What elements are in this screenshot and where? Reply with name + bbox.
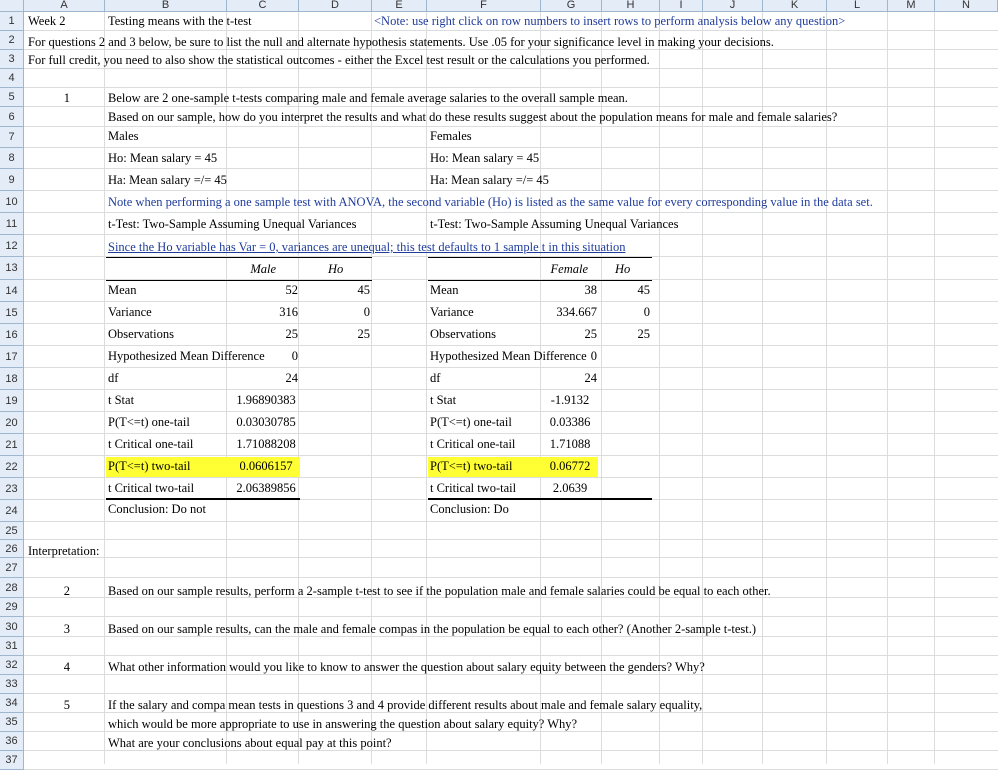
female-header-bottom-border xyxy=(428,280,652,281)
row-header-12[interactable]: 12 xyxy=(0,235,24,257)
male-stat-value[interactable]: 1.71088208 xyxy=(236,437,296,451)
male-stat-ho-value[interactable]: 25 xyxy=(357,327,370,341)
cell-b8[interactable]: Ho: Mean salary = 45 xyxy=(108,151,218,165)
gridline-row xyxy=(24,655,998,656)
row-header-31[interactable]: 31 xyxy=(0,637,24,656)
cell-b7[interactable]: Males xyxy=(108,129,139,143)
male-stat-label[interactable]: t Stat xyxy=(108,393,135,407)
gridline-row xyxy=(24,389,998,390)
female-stat-value[interactable]: 2.0639 xyxy=(552,481,588,495)
column-header-b[interactable]: B xyxy=(105,0,227,12)
cell-b9[interactable]: Ha: Mean salary =/= 45 xyxy=(108,173,227,187)
row-header-28[interactable]: 28 xyxy=(0,578,24,598)
column-header-f[interactable]: F xyxy=(427,0,541,12)
gridline-row xyxy=(24,367,998,368)
row-header-33[interactable]: 33 xyxy=(0,675,24,694)
column-header-n[interactable]: N xyxy=(935,0,998,12)
row-header-34[interactable]: 34 xyxy=(0,694,24,713)
female-stat-label[interactable]: P(T<=t) one-tail xyxy=(430,415,512,429)
row-header-19[interactable]: 19 xyxy=(0,390,24,412)
cell-f9[interactable]: Ha: Mean salary =/= 45 xyxy=(430,173,549,187)
gridline-row xyxy=(24,477,998,478)
cell-b24-male-conclusion[interactable]: Conclusion: Do not xyxy=(108,502,206,516)
row-header-16[interactable]: 16 xyxy=(0,324,24,346)
female-stat-value[interactable]: 0.03386 xyxy=(549,415,591,429)
gridline-row xyxy=(24,455,998,456)
female-stat-value[interactable]: 38 xyxy=(584,283,597,297)
cell-a3[interactable]: For full credit, you need to also show the statistical outcomes - either the Excel test result or the calculations you performed. xyxy=(28,53,650,67)
cell-b1[interactable]: Testing means with the t-test xyxy=(108,14,252,28)
male-stat-value[interactable]: 1.96890383 xyxy=(236,393,296,407)
male-header[interactable]: Male xyxy=(250,262,276,276)
row-header-17[interactable]: 17 xyxy=(0,346,24,368)
column-header-g[interactable]: G xyxy=(541,0,602,12)
cell-b32[interactable]: What other information would you like to know to answer the question about salary equity between the genders? Why? xyxy=(108,660,705,674)
female-ho-header[interactable]: Ho xyxy=(615,262,631,276)
gridline-row xyxy=(24,30,998,31)
male-stat-label[interactable]: P(T<=t) one-tail xyxy=(108,415,190,429)
cell-a5[interactable]: 1 xyxy=(63,91,70,105)
male-stat-value[interactable]: 0.03030785 xyxy=(236,415,296,429)
column-header-a[interactable]: A xyxy=(24,0,105,12)
male-stat-label[interactable]: df xyxy=(108,371,119,385)
cell-b5[interactable]: Below are 2 one-sample t-tests comparing male and female average salaries to the overall sample mean. xyxy=(108,91,628,105)
cell-a28[interactable]: 2 xyxy=(63,584,70,598)
cell-f24-female-conclusion[interactable]: Conclusion: Do xyxy=(430,502,509,516)
gridline-row xyxy=(24,234,998,235)
row-header-36[interactable]: 36 xyxy=(0,732,24,751)
female-stat-label[interactable]: df xyxy=(430,371,441,385)
gridline-row xyxy=(24,190,998,191)
male-stat-label[interactable]: P(T<=t) two-tail xyxy=(108,459,191,473)
female-stat-ho-value[interactable]: 25 xyxy=(637,327,650,341)
row-header-2[interactable]: 2 xyxy=(0,31,24,50)
row-header-14[interactable]: 14 xyxy=(0,280,24,302)
male-stat-value[interactable]: 316 xyxy=(279,305,298,319)
male-stat-value[interactable]: 25 xyxy=(285,327,298,341)
female-stat-label[interactable]: Variance xyxy=(430,305,474,319)
cell-b10-note[interactable]: Note when performing a one sample test with ANOVA, the second variable (Ho) is listed as the same value for every corresponding value in the data set. xyxy=(108,195,873,209)
male-stat-label[interactable]: Variance xyxy=(108,305,152,319)
row-header-9[interactable]: 9 xyxy=(0,169,24,191)
gridline-row xyxy=(24,693,998,694)
cell-f11[interactable]: t-Test: Two-Sample Assuming Unequal Variances xyxy=(430,217,679,231)
female-table-bottom-border xyxy=(428,498,652,500)
cell-f8[interactable]: Ho: Mean salary = 45 xyxy=(430,151,540,165)
gridline-row xyxy=(24,126,998,127)
female-stat-value[interactable]: 25 xyxy=(584,327,597,341)
gridline-row xyxy=(24,301,998,302)
column-header-d[interactable]: D xyxy=(299,0,372,12)
cell-a30[interactable]: 3 xyxy=(63,622,70,636)
row-header-32[interactable]: 32 xyxy=(0,656,24,675)
male-ho-header[interactable]: Ho xyxy=(328,262,344,276)
female-stat-label[interactable]: t Stat xyxy=(430,393,457,407)
female-stat-label[interactable]: P(T<=t) two-tail xyxy=(430,459,513,473)
male-header-bottom-border xyxy=(106,280,372,281)
row-header-4[interactable]: 4 xyxy=(0,69,24,88)
gridline-row xyxy=(24,212,998,213)
gridline-row xyxy=(24,577,998,578)
male-stat-value[interactable]: 0 xyxy=(291,349,298,363)
cell-a34[interactable]: 5 xyxy=(63,698,70,712)
column-header-i[interactable]: I xyxy=(660,0,703,12)
column-header-m[interactable]: M xyxy=(888,0,935,12)
cell-a1[interactable]: Week 2 xyxy=(28,14,66,28)
gridline-row xyxy=(24,521,998,522)
cell-b11[interactable]: t-Test: Two-Sample Assuming Unequal Variances xyxy=(108,217,357,231)
male-table-bottom-border xyxy=(106,498,300,500)
male-stat-ho-value[interactable]: 0 xyxy=(363,305,370,319)
cell-b35[interactable]: which would be more appropriate to use in answering the question about salary equity? Why? xyxy=(108,717,578,731)
male-stat-label[interactable]: Mean xyxy=(108,283,137,297)
gridline-col xyxy=(887,12,888,764)
male-stat-label[interactable]: Observations xyxy=(108,327,174,341)
column-header-h[interactable]: H xyxy=(602,0,660,12)
row-header-15[interactable]: 15 xyxy=(0,302,24,324)
column-header-l[interactable]: L xyxy=(827,0,888,12)
row-header-10[interactable]: 10 xyxy=(0,191,24,213)
gridline-row xyxy=(24,68,998,69)
cell-f7[interactable]: Females xyxy=(430,129,472,143)
male-stat-label[interactable]: Hypothesized Mean Difference xyxy=(108,349,265,363)
male-stat-ho-value[interactable]: 45 xyxy=(357,283,370,297)
female-stat-value[interactable]: 0.06772 xyxy=(549,459,591,473)
cell-e1-note[interactable]: <Note: use right click on row numbers to insert rows to perform analysis below any question> xyxy=(374,14,846,28)
cell-b30[interactable]: Based on our sample results, can the male and female compas in the population be equal to each other? (Another 2-sample t-test.) xyxy=(108,622,757,636)
female-header[interactable]: Female xyxy=(550,262,588,276)
row-header-30[interactable]: 30 xyxy=(0,617,24,637)
row-header-20[interactable]: 20 xyxy=(0,412,24,434)
row-header-13[interactable]: 13 xyxy=(0,257,24,280)
cell-b6[interactable]: Based on our sample, how do you interpret the results and what do these results suggest about the population means for male and female salaries? xyxy=(108,110,838,124)
female-stat-value[interactable]: 24 xyxy=(584,371,597,385)
gridline-row xyxy=(24,616,998,617)
gridline-col xyxy=(934,12,935,764)
column-header-j[interactable]: J xyxy=(703,0,763,12)
gridline-row xyxy=(24,87,998,88)
female-stat-value[interactable]: -1.9132 xyxy=(550,393,590,407)
cell-b34[interactable]: If the salary and compa mean tests in questions 3 and 4 provide different results about male and female salary equality, xyxy=(108,698,703,712)
gridline-row xyxy=(24,168,998,169)
female-stat-value[interactable]: 0 xyxy=(590,349,597,363)
gridline-row xyxy=(24,323,998,324)
row-header-5[interactable]: 5 xyxy=(0,88,24,107)
female-stat-ho-value[interactable]: 45 xyxy=(637,283,650,297)
row-header-37[interactable]: 37 xyxy=(0,751,24,770)
gridline-row xyxy=(24,345,998,346)
row-header-24[interactable]: 24 xyxy=(0,500,24,522)
row-header-1[interactable]: 1 xyxy=(0,12,24,31)
male-stat-label[interactable]: t Critical one-tail xyxy=(108,437,194,451)
row-header-21[interactable]: 21 xyxy=(0,434,24,456)
row-header-11[interactable]: 11 xyxy=(0,213,24,235)
gridline-row xyxy=(24,106,998,107)
gridline-col xyxy=(104,12,105,764)
gridline-row xyxy=(24,557,998,558)
female-stat-label[interactable]: Hypothesized Mean Difference xyxy=(430,349,587,363)
row-header-23[interactable]: 23 xyxy=(0,478,24,500)
female-stat-label[interactable]: Observations xyxy=(430,327,496,341)
select-all-corner[interactable] xyxy=(0,0,24,12)
row-header-27[interactable]: 27 xyxy=(0,558,24,578)
cell-b12-note[interactable]: Since the Ho variable has Var = 0, variances are unequal; this test defaults to 1 sample t in this situation xyxy=(108,240,626,254)
gridline-row xyxy=(24,147,998,148)
male-stat-value[interactable]: 24 xyxy=(285,371,298,385)
row-header-7[interactable]: 7 xyxy=(0,127,24,148)
male-table-top-border xyxy=(106,257,372,258)
row-header-25[interactable]: 25 xyxy=(0,522,24,540)
row-header-29[interactable]: 29 xyxy=(0,598,24,617)
female-stat-label[interactable]: t Critical one-tail xyxy=(430,437,516,451)
row-header-22[interactable]: 22 xyxy=(0,456,24,478)
cell-a2[interactable]: For questions 2 and 3 below, be sure to list the null and alternate hypothesis statements. Use .05 for your significance level in making your decisions. xyxy=(28,35,774,49)
cell-a32[interactable]: 4 xyxy=(63,660,70,674)
row-header-35[interactable]: 35 xyxy=(0,713,24,732)
female-stat-ho-value[interactable]: 0 xyxy=(643,305,650,319)
column-header-e[interactable]: E xyxy=(372,0,427,12)
row-header-26[interactable]: 26 xyxy=(0,540,24,558)
male-stat-value[interactable]: 52 xyxy=(285,283,298,297)
column-header-k[interactable]: K xyxy=(763,0,827,12)
gridline-row xyxy=(24,433,998,434)
female-stat-value[interactable]: 1.71088 xyxy=(549,437,591,451)
row-header-6[interactable]: 6 xyxy=(0,107,24,127)
cell-b28[interactable]: Based on our sample results, perform a 2-sample t-test to see if the population male and female salaries could be equal to each other. xyxy=(108,584,771,598)
female-table-top-border xyxy=(428,257,652,258)
male-stat-value[interactable]: 2.06389856 xyxy=(236,481,296,495)
female-stat-label[interactable]: Mean xyxy=(430,283,459,297)
row-header-8[interactable]: 8 xyxy=(0,148,24,169)
female-stat-value[interactable]: 334.667 xyxy=(556,305,597,319)
female-stat-label[interactable]: t Critical two-tail xyxy=(430,481,517,495)
cell-a26[interactable]: Interpretation: xyxy=(28,544,100,558)
male-stat-label[interactable]: t Critical two-tail xyxy=(108,481,195,495)
male-stat-value[interactable]: 0.0606157 xyxy=(239,459,293,473)
column-header-c[interactable]: C xyxy=(227,0,299,12)
cell-b36[interactable]: What are your conclusions about equal pay at this point? xyxy=(108,736,392,750)
gridline-row xyxy=(24,411,998,412)
row-header-18[interactable]: 18 xyxy=(0,368,24,390)
gridline-row xyxy=(24,539,998,540)
row-header-3[interactable]: 3 xyxy=(0,50,24,69)
